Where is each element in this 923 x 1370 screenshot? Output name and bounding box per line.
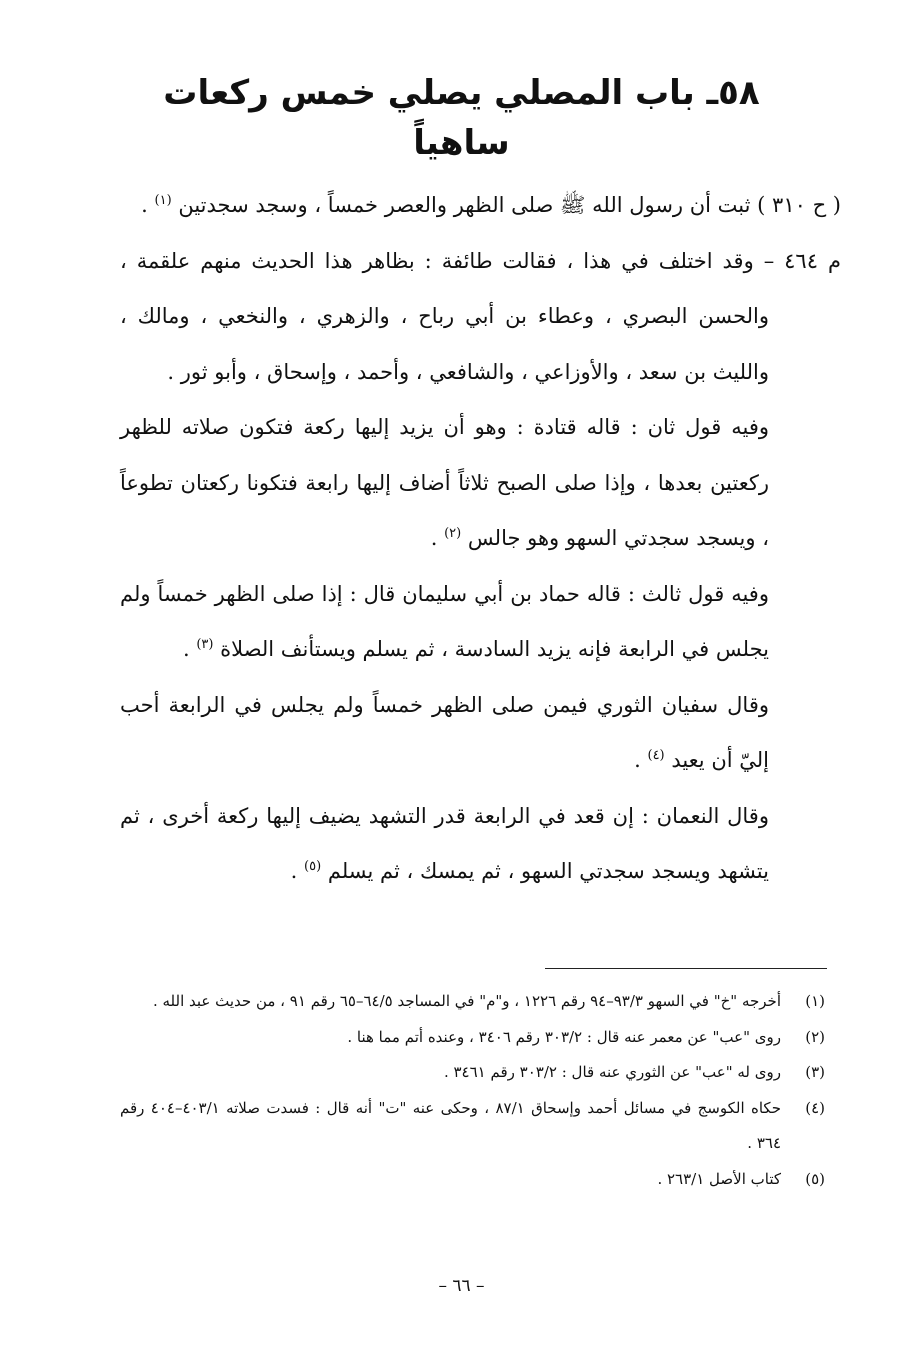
footnote-text: كتاب الأصل ٢٦٣/١ . xyxy=(657,1169,781,1188)
paragraph-text: وفيه قول ثالث : قاله حماد بن أبي سليمان قال : إذا صلى الظهر خمساً ولم يجلس في الرابعة فإنه يزيد السادسة ، ثم يسلم ويستأنف الصلاة xyxy=(120,581,769,661)
opinion-paragraph xyxy=(120,789,841,900)
hadith-marker: ( ح ٣١٠ ) xyxy=(757,193,841,217)
paragraph-end: . xyxy=(182,637,197,661)
opinion-paragraph xyxy=(120,678,841,789)
paragraph-text: وقال النعمان : إن قعد في الرابعة قدر التشهد يضيف إليها ركعة أخرى ، ثم يتشهد ويسجد سجدتي السهو ، ثم يمسك ، ثم يسلم xyxy=(120,803,769,883)
footnote-number: (٣) xyxy=(805,1063,825,1081)
footnote-item xyxy=(120,984,825,1020)
paragraph-text: ثبت أن رسول الله ﷺ صلى الظهر والعصر خمساً ، وسجد سجدتين xyxy=(178,193,751,217)
footnote-reference: (٤) xyxy=(647,748,665,763)
opinion-paragraph xyxy=(120,567,841,678)
paragraph-end: . xyxy=(634,748,648,772)
footnote-reference: (١) xyxy=(154,193,172,208)
paragraph-text: وقد اختلف في هذا ، فقالت طائفة : بظاهر هذا الحديث منهم علقمة ، والحسن البصري ، وعطاء بن أبي رباح ، والزهري ، والنخعي ، ومالك ، والليث بن سعد ، والأوزاعي ، والشافعي ، وأحمد ، وإسحاق ، وأبو ثور . xyxy=(120,248,769,384)
footnote-number: (٥) xyxy=(805,1169,825,1188)
footnotes xyxy=(120,984,825,1197)
paragraph-end: . xyxy=(430,526,445,550)
hadith-paragraph xyxy=(120,178,841,234)
footnote-text: أخرجه "خ" في السهو ٩٣/٣–٩٤ رقم ١٢٢٦ ، و"م" في المساجد ٦٤/٥–٦٥ رقم ٩١ ، من حديث عبد الله . xyxy=(152,992,781,1010)
page-number: – ٦٦ – xyxy=(438,1276,485,1296)
footnote-number: (٤) xyxy=(805,1098,825,1117)
footnote-item xyxy=(120,1055,825,1091)
footnote-number: (٢) xyxy=(805,1027,825,1046)
footnote-reference: (٥) xyxy=(304,859,322,874)
footnote-text: روى له "عب" عن الثوري عنه قال : ٣٠٣/٢ رقم ٣٤٦١ . xyxy=(443,1063,781,1081)
main-text xyxy=(120,178,841,900)
footnote-item xyxy=(120,1162,825,1198)
masala-paragraph xyxy=(120,234,841,401)
paragraph-end: . xyxy=(290,859,305,883)
footnote-text: حكاه الكوسج في مسائل أحمد وإسحاق ٨٧/١ ، وحكى عنه "ت" أنه قال : فسدت صلاته ٤٠٣/١–٤٠٤ رقم ٣٦٤ . xyxy=(120,1098,781,1152)
footnote-divider xyxy=(545,968,827,969)
footnote-number: (١) xyxy=(805,992,825,1010)
footnote-item xyxy=(120,1020,825,1056)
paragraph-text: وفيه قول ثان : قاله قتادة : وهو أن يزيد إليها ركعة فتكون صلاته للظهر ركعتين بعدها ، وإذا صلى الصبح ثلاثاً أضاف إليها رابعة فتكونا ركعتان تطوعاً ، ويسجد سجدتي السهو وهو جالس xyxy=(120,415,769,550)
paragraph-text: وقال سفيان الثوري فيمن صلى الظهر خمساً ولم يجلس في الرابعة أحب إليّ أن يعيد xyxy=(120,692,769,772)
paragraph-end: . xyxy=(141,193,155,217)
masala-marker: م ٤٦٤ – xyxy=(763,248,841,273)
chapter-title: ٥٨ـ باب المصلي يصلي خمس ركعات ساهياً xyxy=(163,73,760,163)
footnote-reference: (٣) xyxy=(196,637,214,652)
footnote-item xyxy=(120,1091,825,1162)
opinion-paragraph xyxy=(120,400,841,567)
footnote-reference: (٢) xyxy=(444,526,462,541)
footnote-text: روى "عب" عن معمر عنه قال : ٣٠٣/٢ رقم ٣٤٠٦ ، وعنده أتم مما هنا . xyxy=(347,1027,781,1046)
